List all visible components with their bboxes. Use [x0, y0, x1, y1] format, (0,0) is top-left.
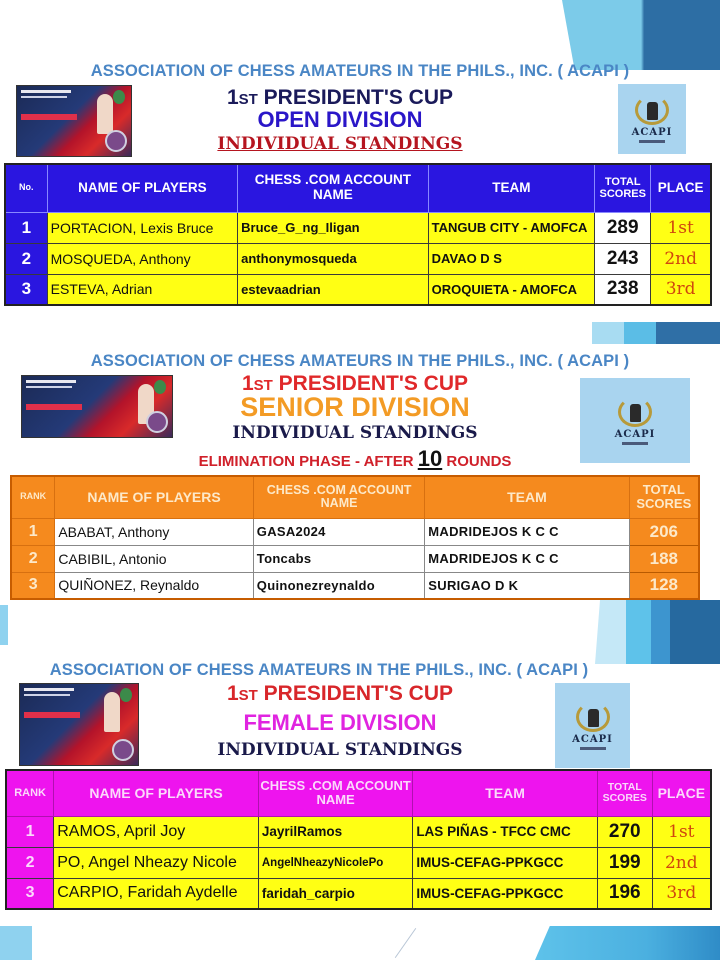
header-scores: TOTAL SCORES: [595, 164, 651, 212]
total-score: 206: [629, 518, 699, 545]
senior-standings-table: [10, 475, 700, 600]
account-name: Toncabs: [253, 545, 425, 572]
team-name: DAVAO D S: [428, 243, 594, 274]
player-name: PO, Angel Nheazy Nicole: [54, 847, 259, 878]
standings-title: INDIVIDUAL STANDINGS: [217, 134, 463, 154]
rounds-count: 10: [417, 446, 443, 471]
wreath-icon: [618, 397, 652, 427]
cup-title: 1ST PRESIDENT'S CUP: [241, 372, 469, 395]
wreath-icon: [576, 702, 610, 732]
team-name: TANGUB CITY - AMOFCA: [428, 212, 594, 243]
player-name: PORTACION, Lexis Bruce: [47, 212, 238, 243]
chess-piece-icon: [588, 709, 599, 727]
account-name: Bruce_G_ng_Iligan: [238, 212, 429, 243]
decor-shape-left: [0, 605, 8, 645]
header-scores: TOTAL SCORES: [597, 770, 652, 816]
row-rank: 1: [6, 816, 54, 847]
female-division-panel: [0, 650, 720, 920]
header-team: TEAM: [428, 164, 594, 212]
acapi-logo: ACAPI: [555, 683, 630, 768]
team-name: SURIGAO D K: [425, 572, 629, 599]
place: 1st: [651, 212, 711, 243]
org-title: ASSOCIATION OF CHESS AMATEURS IN THE PHILS., INC. ( ACAPI ): [90, 352, 630, 370]
table-row: [11, 545, 699, 572]
table-row: [6, 816, 711, 847]
total-score: 188: [629, 545, 699, 572]
acapi-logo: ACAPI: [580, 378, 690, 463]
team-name: IMUS-CEFAG-PPKGCC: [413, 847, 598, 878]
row-number: 2: [5, 243, 47, 274]
total-score: 270: [597, 816, 652, 847]
player-name: ABABAT, Anthony: [55, 518, 253, 545]
table-header-row: [6, 770, 711, 816]
org-title: ASSOCIATION OF CHESS AMATEURS IN THE PHILS., INC. ( ACAPI ): [90, 62, 630, 80]
phase-subtitle: ELIMINATION PHASE - AFTER 10 ROUNDS: [198, 446, 512, 471]
place: 1st: [652, 816, 711, 847]
place: 2nd: [652, 847, 711, 878]
player-name: MOSQUEDA, Anthony: [47, 243, 238, 274]
account-name: GASA2024: [253, 518, 425, 545]
header-account: CHESS .COM ACCOUNT NAME: [238, 164, 429, 212]
player-name: RAMOS, April Joy: [54, 816, 259, 847]
player-name: QUIÑONEZ, Reynaldo: [55, 572, 253, 599]
table-row: [5, 212, 711, 243]
row-rank: 2: [6, 847, 54, 878]
decor-shape-bottom-right: [535, 926, 720, 960]
header-rank: RANK: [6, 770, 54, 816]
account-name: JayrilRamos: [258, 816, 412, 847]
total-score: 199: [597, 847, 652, 878]
player-name: CABIBIL, Antonio: [55, 545, 253, 572]
row-rank: 3: [6, 878, 54, 909]
division-title: SENIOR DIVISION: [240, 392, 470, 422]
table-header-row: [5, 164, 711, 212]
chess-piece-icon: [647, 102, 658, 120]
place: 3rd: [652, 878, 711, 909]
header-place: PLACE: [652, 770, 711, 816]
header-no: No.: [5, 164, 47, 212]
header-name: NAME OF PLAYERS: [54, 770, 259, 816]
header-team: TEAM: [425, 476, 629, 518]
table-row: [5, 274, 711, 305]
header-account: CHESS .COM ACCOUNT NAME: [253, 476, 425, 518]
event-poster: [21, 375, 173, 438]
open-division-panel: [0, 0, 720, 320]
team-name: MADRIDEJOS K C C: [425, 518, 629, 545]
event-poster: [19, 683, 139, 766]
decor-shape-bottom-left: [0, 926, 32, 960]
header-team: TEAM: [413, 770, 598, 816]
row-rank: 1: [11, 518, 55, 545]
division-title: FEMALE DIVISION: [243, 710, 437, 735]
account-name: estevaadrian: [238, 274, 429, 305]
row-rank: 2: [11, 545, 55, 572]
account-name: Quinonezreynaldo: [253, 572, 425, 599]
table-row: [5, 243, 711, 274]
total-score: 238: [595, 274, 651, 305]
header-name: NAME OF PLAYERS: [47, 164, 238, 212]
row-number: 3: [5, 274, 47, 305]
header-scores: TOTAL SCORES: [629, 476, 699, 518]
division-title: OPEN DIVISION: [257, 107, 423, 132]
acapi-logo: ACAPI: [618, 84, 686, 154]
table-row: [6, 878, 711, 909]
account-name: anthonymosqueda: [238, 243, 429, 274]
place: 3rd: [651, 274, 711, 305]
header-place: PLACE: [651, 164, 711, 212]
team-name: MADRIDEJOS K C C: [425, 545, 629, 572]
cup-title: 1ST PRESIDENT'S CUP: [226, 86, 454, 109]
team-name: IMUS-CEFAG-PPKGCC: [413, 878, 598, 909]
decor-line: [395, 928, 416, 958]
senior-division-panel: [0, 340, 720, 602]
row-number: 1: [5, 212, 47, 243]
header-name: NAME OF PLAYERS: [55, 476, 253, 518]
table-header-row: [11, 476, 699, 518]
row-rank: 3: [11, 572, 55, 599]
team-name: OROQUIETA - AMOFCA: [428, 274, 594, 305]
standings-title: INDIVIDUAL STANDINGS: [217, 740, 463, 760]
place: 2nd: [651, 243, 711, 274]
table-row: [11, 518, 699, 545]
player-name: ESTEVA, Adrian: [47, 274, 238, 305]
table-row: [11, 572, 699, 599]
cup-title: 1ST PRESIDENT'S CUP: [226, 682, 454, 705]
account-name: AngelNheazyNicolePo: [258, 847, 412, 878]
org-title: ASSOCIATION OF CHESS AMATEURS IN THE PHILS., INC. ( ACAPI ): [49, 661, 589, 679]
standings-title: INDIVIDUAL STANDINGS: [232, 423, 478, 443]
header-account: CHESS .COM ACCOUNT NAME: [258, 770, 412, 816]
player-name: CARPIO, Faridah Aydelle: [54, 878, 259, 909]
event-poster: [16, 85, 132, 157]
account-name: faridah_carpio: [258, 878, 412, 909]
chess-piece-icon: [630, 404, 641, 422]
team-name: LAS PIÑAS - TFCC CMC: [413, 816, 598, 847]
total-score: 243: [595, 243, 651, 274]
wreath-icon: [635, 95, 669, 125]
female-standings-table: [5, 769, 712, 910]
header-rank: RANK: [11, 476, 55, 518]
total-score: 128: [629, 572, 699, 599]
table-row: [6, 847, 711, 878]
total-score: 196: [597, 878, 652, 909]
open-standings-table: [4, 163, 712, 306]
total-score: 289: [595, 212, 651, 243]
